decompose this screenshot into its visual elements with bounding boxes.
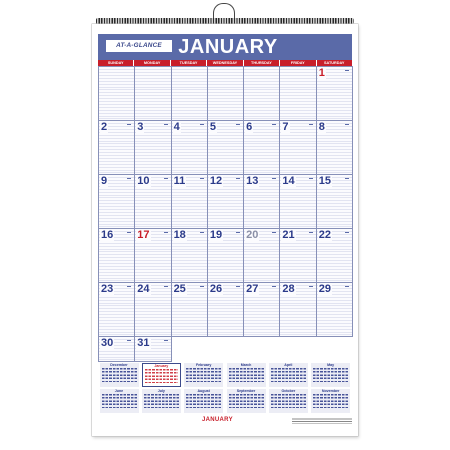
corner-mark — [164, 232, 168, 233]
day-cell-8 — [317, 121, 353, 175]
corner-mark — [236, 286, 240, 287]
weekday-thursday: THURSDAY — [244, 60, 280, 66]
day-cell-3 — [135, 121, 171, 175]
mini-calendar-september — [227, 389, 266, 413]
empty-cell — [99, 67, 135, 121]
day-number: 9 — [101, 175, 108, 187]
corner-mark — [272, 232, 276, 233]
corner-mark — [345, 70, 349, 71]
day-cell-5 — [208, 121, 244, 175]
footer-fine-print — [292, 418, 352, 424]
mini-calendar-july — [142, 389, 181, 413]
month-grid — [98, 66, 353, 362]
mini-calendar-days — [102, 394, 137, 410]
day-number: 8 — [318, 121, 325, 133]
corner-mark — [272, 124, 276, 125]
day-number: 23 — [101, 283, 114, 295]
day-cell-15 — [317, 175, 353, 229]
day-number: 22 — [318, 229, 331, 241]
day-cell-12 — [208, 175, 244, 229]
mini-calendar-title: August — [197, 389, 210, 393]
corner-mark — [127, 178, 131, 179]
day-number: 15 — [318, 175, 331, 187]
mini-calendar-title: November — [321, 389, 340, 393]
corner-mark — [345, 178, 349, 179]
mini-calendar-days — [313, 394, 348, 410]
corner-mark — [164, 124, 168, 125]
day-number: 19 — [209, 229, 223, 241]
day-number: 3 — [137, 121, 144, 133]
day-number: 31 — [137, 337, 150, 349]
day-cell-20 — [244, 229, 280, 283]
corner-mark — [236, 178, 240, 179]
mini-calendar-strip — [98, 363, 352, 415]
mini-calendar-days — [229, 368, 264, 384]
day-number: 28 — [282, 283, 295, 295]
mini-calendar-title: June — [114, 389, 124, 393]
calendar-sheet — [92, 24, 358, 436]
footer-month: JANUARY — [202, 417, 233, 423]
day-cell-2 — [99, 121, 135, 175]
day-number: 25 — [173, 283, 186, 295]
corner-mark — [309, 124, 313, 125]
mini-calendar-days — [144, 394, 179, 410]
calendar-header — [98, 34, 352, 60]
mini-calendar-title: March — [240, 363, 252, 367]
day-number: 5 — [209, 121, 216, 133]
day-number: 13 — [246, 175, 259, 187]
corner-mark — [309, 286, 313, 287]
day-cell-19 — [208, 229, 244, 283]
mini-calendar-title: May — [327, 363, 335, 367]
mini-calendar-days — [145, 369, 178, 385]
day-cell-1 — [317, 67, 353, 121]
mini-calendar-title: July — [157, 389, 165, 393]
day-number: 11 — [173, 175, 186, 187]
day-cell-30 — [99, 337, 135, 362]
mini-calendar-days — [229, 394, 264, 410]
corner-mark — [236, 232, 240, 233]
corner-mark — [309, 232, 313, 233]
mini-calendar-title: January — [154, 364, 169, 368]
day-cell-26 — [208, 283, 244, 337]
corner-mark — [272, 178, 276, 179]
hanger-hook — [213, 3, 235, 18]
day-number: 27 — [246, 283, 259, 295]
day-cell-27 — [244, 283, 280, 337]
day-cell-17 — [135, 229, 171, 283]
empty-cell — [244, 67, 280, 121]
corner-mark — [127, 232, 131, 233]
corner-mark — [272, 286, 276, 287]
mini-calendar-march — [227, 363, 266, 387]
day-number: 7 — [282, 121, 289, 133]
mini-calendar-title: September — [236, 389, 256, 393]
corner-mark — [309, 178, 313, 179]
corner-mark — [127, 340, 131, 341]
day-cell-31 — [135, 337, 171, 362]
mini-calendar-title: October — [281, 389, 296, 393]
corner-mark — [200, 232, 204, 233]
corner-mark — [200, 286, 204, 287]
day-cell-28 — [280, 283, 316, 337]
corner-mark — [345, 286, 349, 287]
mini-calendar-december — [100, 363, 139, 387]
day-number: 6 — [246, 121, 253, 133]
mini-calendar-august — [184, 389, 223, 413]
empty-cell — [135, 67, 171, 121]
mini-calendar-november — [311, 389, 350, 413]
day-number: 14 — [282, 175, 295, 187]
corner-mark — [236, 124, 240, 125]
mini-calendar-april — [269, 363, 308, 387]
day-number: 12 — [209, 175, 223, 187]
weekday-saturday: SATURDAY — [317, 60, 352, 66]
weekday-friday: FRIDAY — [280, 60, 316, 66]
day-cell-9 — [99, 175, 135, 229]
day-cell-6 — [244, 121, 280, 175]
mini-calendar-days — [313, 368, 348, 384]
day-number: 24 — [137, 283, 150, 295]
weekday-tuesday: TUESDAY — [171, 60, 207, 66]
mini-calendar-days — [186, 368, 221, 384]
empty-cell — [172, 67, 208, 121]
mini-calendar-days — [102, 368, 137, 384]
corner-mark — [345, 124, 349, 125]
mini-calendar-title: April — [284, 363, 293, 367]
day-number: 21 — [282, 229, 295, 241]
weekday-wednesday: WEDNESDAY — [207, 60, 243, 66]
corner-mark — [200, 178, 204, 179]
corner-mark — [164, 286, 168, 287]
mini-calendar-title: February — [195, 363, 212, 367]
empty-cell — [208, 67, 244, 121]
day-cell-4 — [172, 121, 208, 175]
day-cell-16 — [99, 229, 135, 283]
day-cell-22 — [317, 229, 353, 283]
weekday-sunday: SUNDAY — [98, 60, 134, 66]
month-title: JANUARY — [178, 36, 278, 58]
day-number: 2 — [101, 121, 108, 133]
day-cell-21 — [280, 229, 316, 283]
brand-logo: AT-A-GLANCE — [106, 40, 172, 52]
corner-mark — [164, 340, 168, 341]
day-number: 20 — [246, 229, 259, 241]
day-cell-23 — [99, 283, 135, 337]
mini-calendar-january — [142, 363, 181, 387]
day-cell-7 — [280, 121, 316, 175]
corner-mark — [127, 124, 131, 125]
corner-mark — [127, 286, 131, 287]
mini-calendar-october — [269, 389, 308, 413]
day-number: 26 — [209, 283, 223, 295]
day-number: 1 — [318, 67, 325, 79]
mini-calendar-june — [100, 389, 139, 413]
mini-calendar-title: December — [110, 363, 128, 367]
mini-calendar-february — [184, 363, 223, 387]
corner-mark — [345, 232, 349, 233]
day-cell-14 — [280, 175, 316, 229]
corner-mark — [200, 124, 204, 125]
day-cell-29 — [317, 283, 353, 337]
day-number: 10 — [137, 175, 150, 187]
day-cell-13 — [244, 175, 280, 229]
mini-calendar-may — [311, 363, 350, 387]
day-cell-18 — [172, 229, 208, 283]
day-number: 4 — [173, 121, 180, 133]
empty-cell — [280, 67, 316, 121]
day-number: 29 — [318, 283, 331, 295]
day-number: 17 — [137, 229, 150, 241]
day-number: 18 — [173, 229, 186, 241]
mini-calendar-days — [186, 394, 221, 410]
day-cell-11 — [172, 175, 208, 229]
day-cell-24 — [135, 283, 171, 337]
mini-calendar-days — [271, 368, 306, 384]
day-number: 16 — [101, 229, 114, 241]
corner-mark — [164, 178, 168, 179]
weekday-monday: MONDAY — [134, 60, 170, 66]
mini-calendar-days — [271, 394, 306, 410]
day-cell-10 — [135, 175, 171, 229]
day-number: 30 — [101, 337, 114, 349]
day-cell-25 — [172, 283, 208, 337]
